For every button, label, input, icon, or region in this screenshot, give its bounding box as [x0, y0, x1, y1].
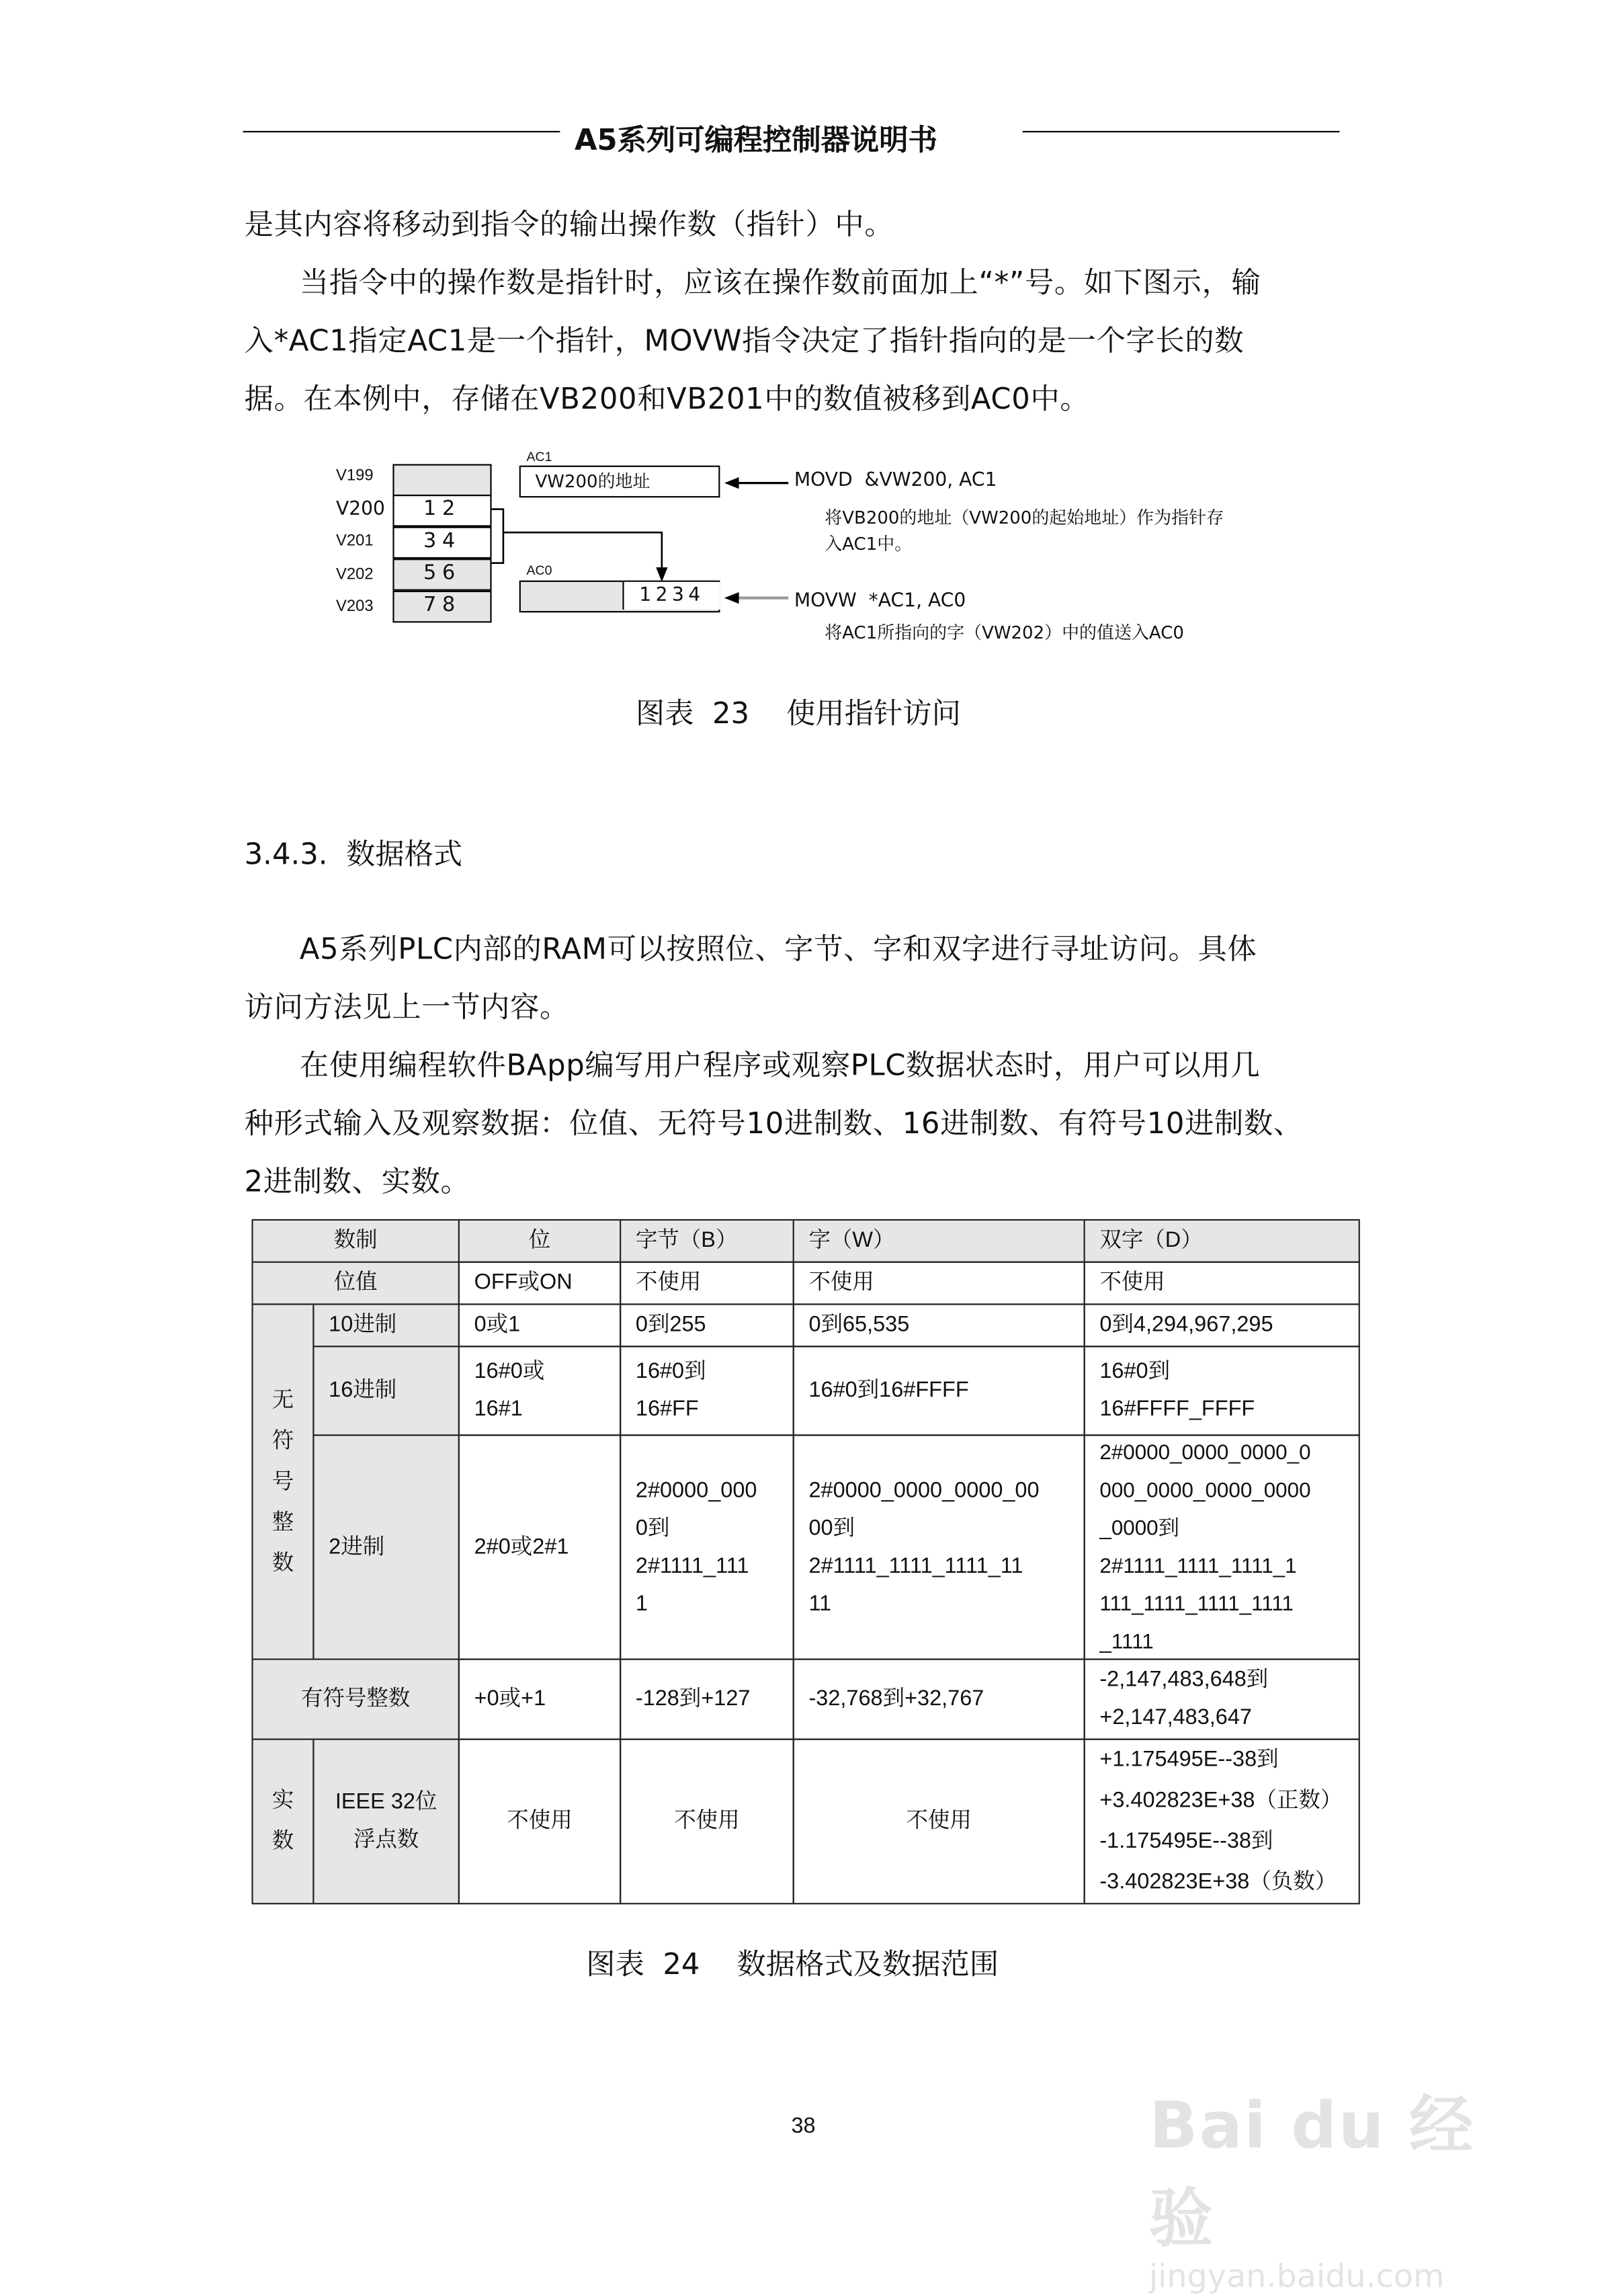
paragraph-line: 当指令中的操作数是指针时，应该在操作数前面加上“*”号。如下图示，输 — [299, 264, 1261, 300]
group-label: 无 符 号 整 数 — [251, 1303, 314, 1659]
ac0-label: AC0 — [526, 563, 552, 578]
table-cell: 0到4,294,967,295 — [1084, 1303, 1360, 1347]
header-title: A5系列可编程控制器说明书 — [574, 122, 937, 157]
table-cell: -2,147,483,648到 +2,147,483,647 — [1084, 1659, 1360, 1740]
table-cell: +0或+1 — [458, 1659, 621, 1740]
ac0-register — [519, 581, 720, 613]
mem-label: V203 — [335, 598, 374, 616]
table-cell: OFF或ON — [458, 1262, 621, 1305]
page-number: 38 — [791, 2114, 816, 2139]
table-cell: 2#0000_0000_0000_0 000_0000_0000_0000 _0000到 2#1111_1111_1111_1 111_1111_1111_1111 _1111 — [1084, 1434, 1360, 1659]
table-cell: +1.175495E--38到 +3.402823E+38（正数） -1.175495E--38到 -3.402823E+38（负数） — [1084, 1739, 1360, 1905]
mem-label: V202 — [335, 565, 374, 583]
table-cell: 不使用 — [620, 1262, 794, 1305]
table-header: 字节（B） — [620, 1219, 794, 1263]
row-label: 2进制 — [312, 1434, 460, 1659]
mem-cell — [392, 464, 491, 496]
row-label: 有符号整数 — [251, 1659, 460, 1740]
baidu-watermark: Bai du 经验 jingyan.baidu.com — [1148, 2089, 1475, 2296]
paragraph-line: 访问方法见上一节内容。 — [244, 989, 569, 1024]
table-cell: 16#0或 16#1 — [458, 1346, 621, 1436]
instruction-desc: 入AC1中。 — [825, 534, 913, 555]
table-cell: -32,768到+32,767 — [793, 1659, 1085, 1740]
row-label: 位值 — [251, 1262, 460, 1305]
table-cell: 不使用 — [1084, 1262, 1360, 1305]
table-cell: -128到+127 — [620, 1659, 794, 1740]
figure-caption: 图表 23 使用指针访问 — [635, 695, 961, 731]
instruction-desc: 将AC1所指向的字（VW202）中的值送入AC0 — [825, 622, 1184, 643]
table-cell: 2#0000_0000_0000_00 00到 2#1111_1111_1111_11 11 — [793, 1434, 1085, 1659]
mem-cell: 12 — [392, 495, 491, 527]
paragraph-line: 据。在本例中，存储在VB200和VB201中的数值被移到AC0中。 — [244, 381, 1090, 417]
table-header: 字（W） — [793, 1219, 1085, 1263]
row-label: IEEE 32位 浮点数 — [312, 1739, 460, 1905]
table-cell: 不使用 — [793, 1739, 1085, 1905]
table-cell: 不使用 — [458, 1739, 621, 1905]
paragraph-line: 2进制数、实数。 — [244, 1163, 470, 1199]
paragraph-line: 种形式输入及观察数据：位值、无符号10进制数、16进制数、有符号10进制数、 — [244, 1106, 1303, 1141]
mem-cell: 56 — [392, 559, 491, 591]
table-header: 位 — [458, 1219, 621, 1263]
table-cell: 16#0到16#FFFF — [793, 1346, 1085, 1436]
table-cell: 0或1 — [458, 1303, 621, 1347]
section-heading: 3.4.3. 数据格式 — [244, 836, 463, 872]
instruction-movw: MOVW *AC1, AC0 — [794, 590, 966, 613]
mem-cell: 78 — [392, 591, 491, 623]
group-label: 实 数 — [251, 1739, 314, 1905]
instruction-desc: 将VB200的地址（VW200的起始地址）作为指针存 — [825, 507, 1224, 528]
header-rule-right — [1023, 131, 1340, 132]
instruction-movd: MOVD &VW200, AC1 — [794, 470, 997, 492]
table-header: 双字（D） — [1084, 1219, 1360, 1263]
ac1-label: AC1 — [526, 449, 552, 464]
mem-cell: 34 — [392, 527, 491, 559]
paragraph-line: 是其内容将移动到指令的输出操作数（指针）中。 — [244, 206, 894, 242]
table-cell: 0到255 — [620, 1303, 794, 1347]
paragraph-line: A5系列PLC内部的RAM可以按照位、字节、字和双字进行寻址访问。具体 — [299, 931, 1257, 967]
paragraph-line: 在使用编程软件BApp编写用户程序或观察PLC数据状态时，用户可以用几 — [299, 1047, 1261, 1083]
row-label: 16进制 — [312, 1346, 460, 1436]
mem-label: V200 — [335, 499, 385, 521]
paragraph-line: 入*AC1指定AC1是一个指针，MOVW指令决定了指针指向的是一个字长的数 — [244, 323, 1245, 358]
table-cell: 不使用 — [793, 1262, 1085, 1305]
header-rule-left — [243, 131, 560, 132]
ac1-register: VW200的地址 — [519, 466, 720, 498]
ac0-value: 1234 — [622, 582, 720, 610]
table-cell: 0到65,535 — [793, 1303, 1085, 1347]
mem-label: V201 — [335, 532, 374, 550]
table-cell: 2#0或2#1 — [458, 1434, 621, 1659]
table-cell: 不使用 — [620, 1739, 794, 1905]
table-cell: 2#0000_000 0到 2#1111_111 1 — [620, 1434, 794, 1659]
mem-label: V199 — [335, 466, 374, 485]
row-label: 10进制 — [312, 1303, 460, 1347]
table-cell: 16#0到 16#FFFF_FFFF — [1084, 1346, 1360, 1436]
figure-caption: 图表 24 数据格式及数据范围 — [586, 1946, 999, 1982]
table-header: 数制 — [251, 1219, 460, 1263]
table-cell: 16#0到 16#FF — [620, 1346, 794, 1436]
